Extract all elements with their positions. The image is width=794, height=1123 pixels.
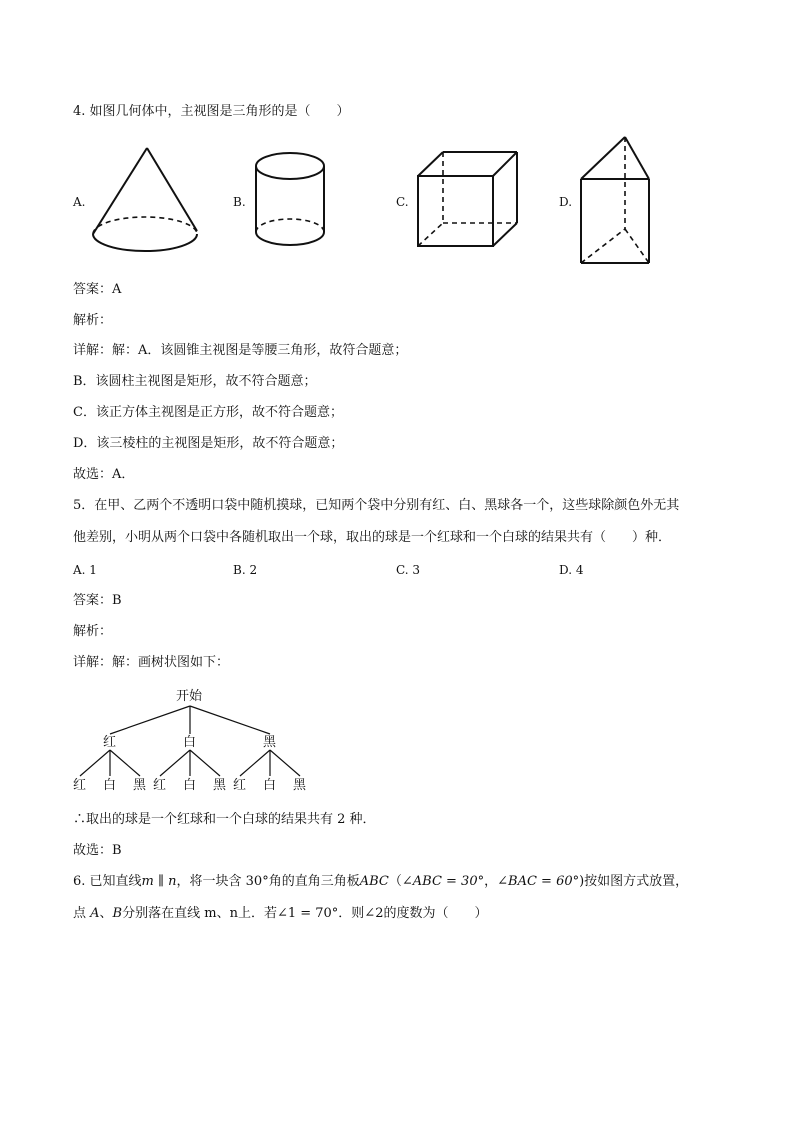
q6-line2-b: 、 [99, 906, 113, 921]
question-5-option-a: A. 1 [73, 563, 97, 577]
q6-triangle-abc: ABC [359, 874, 389, 889]
q6-text-2: ，将一块含 30°角的直角三角板 [176, 874, 360, 889]
question-4-answer: 答案：A [73, 282, 122, 297]
q6-line-m: m [141, 874, 154, 889]
option-a-label: A. [73, 195, 86, 209]
tree-node-red: 红 [103, 735, 117, 750]
question-5-result: ∴取出的球是一个红球和一个白球的结果共有 2 种． [73, 812, 376, 827]
tree-leaf: 黑 [213, 778, 227, 793]
q6-text-4: )按如图方式放置， [579, 874, 689, 889]
tree-leaf: 红 [73, 778, 87, 793]
question-6-stem-line-2 [73, 906, 487, 922]
question-5-conclusion: 故选：B [73, 843, 122, 858]
question-4-stem: 4. 如图几何体中，主视图是三角形的是（ ） [73, 104, 350, 119]
tree-leaf: 黑 [133, 778, 147, 793]
tree-leaf: 白 [103, 778, 117, 793]
question-4-analysis-label: 解析： [73, 313, 113, 328]
option-d-label: D. [559, 195, 573, 209]
question-4-detail-4: D．该三棱柱的主视图是矩形，故不符合题意； [73, 436, 344, 451]
tree-leaf: 黑 [293, 778, 307, 793]
option-c-label: C. [396, 195, 409, 209]
question-4-detail-2: B．该圆柱主视图是矩形，故不符合题意； [73, 374, 317, 389]
tree-node-white: 白 [183, 735, 197, 750]
q6-angle-bac: ∠BAC = 60° [497, 874, 580, 889]
question-5-analysis-label: 解析： [73, 624, 113, 639]
q6-line-n: n [168, 874, 177, 889]
q6-parallel-symbol: ∥ [153, 874, 169, 889]
q6-angle-abc: ∠ABC = 30° [401, 874, 485, 889]
q6-line2-c: 分别落在直线 m、n上．若∠1 = 70°．则∠2的度数为（ ） [122, 906, 488, 921]
question-5-option-c: C. 3 [396, 563, 421, 577]
question-6-stem-line-1 [73, 874, 688, 890]
tree-root: 开始 [176, 689, 203, 704]
tree-leaf: 红 [153, 778, 167, 793]
question-5-stem-line-2: 他差别，小明从两个口袋中各随机取出一个球，取出的球是一个红球和一个白球的结果共有（ ）种． [73, 530, 672, 545]
tree-leaf: 红 [233, 778, 247, 793]
tree-leaf: 白 [183, 778, 197, 793]
question-4-detail-1: 详解：解：A．该圆锥主视图是等腰三角形，故符合题意； [73, 343, 408, 358]
question-5-option-d: D. 4 [559, 563, 584, 577]
q6-line2-a: 点 [73, 906, 91, 921]
q6-text-3: （ [388, 874, 402, 889]
q6-point-b: B [112, 906, 123, 921]
question-5-detail: 详解：解：画树状图如下： [73, 655, 230, 670]
question-4-conclusion: 故选：A． [73, 467, 135, 482]
question-5-stem-line-1: 5．在甲、乙两个不透明口袋中随机摸球，已知两个袋中分别有红、白、黑球各一个，这些球除颜色外无其 [73, 498, 680, 513]
tree-leaf: 白 [263, 778, 277, 793]
tree-node-black: 黑 [263, 735, 277, 750]
q6-separator: ， [484, 874, 498, 889]
question-5-option-b: B. 2 [233, 563, 258, 577]
question-4-detail-3: C．该正方体主视图是正方形，故不符合题意； [73, 405, 343, 420]
q6-point-a: A [90, 906, 100, 921]
q6-text-1: 6. 已知直线 [73, 874, 142, 889]
question-5-answer: 答案：B [73, 593, 122, 608]
option-b-label: B. [233, 195, 246, 209]
